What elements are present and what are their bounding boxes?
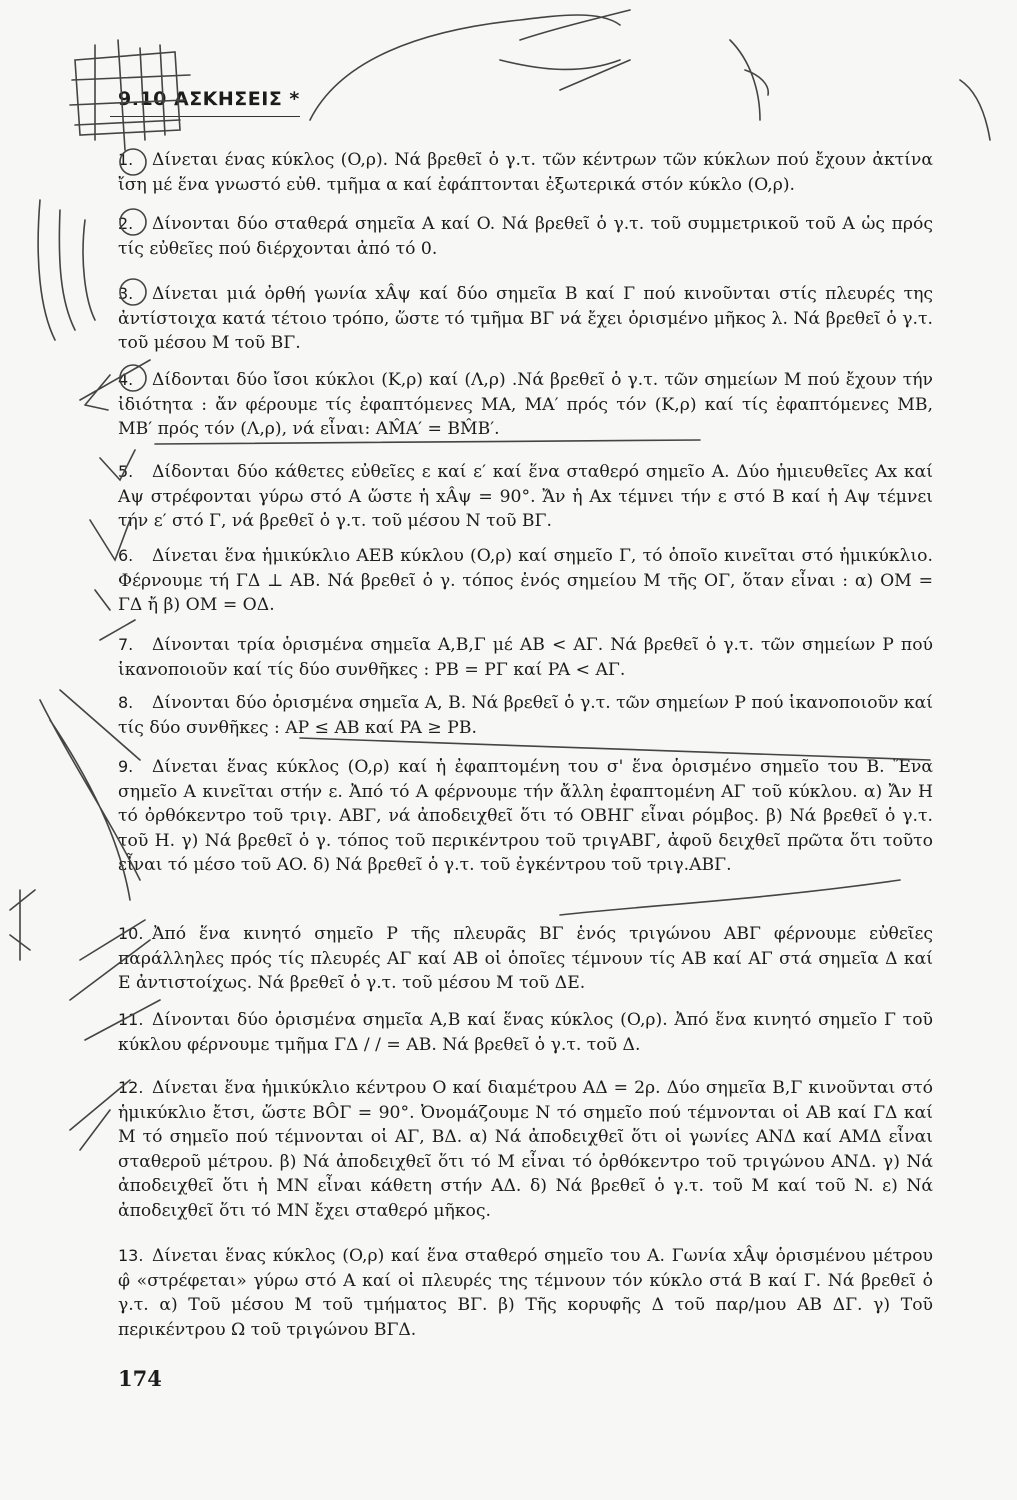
exercise-text: Δίνονται δύο ὁρισμένα σημεῖα A,B καί ἕνας κύκλος (O,ρ). Ἀπό ἕνα κινητό σημεῖο Γ τοῦ κύκλου φέρνουμε τμῆμα ΓΔ / / = AB. Νά βρεθεῖ ὁ γ.τ. τοῦ Δ. [118, 1010, 933, 1055]
handwritten-number [10, 890, 35, 960]
heading-underline [110, 116, 300, 117]
exercise-10 [118, 922, 933, 996]
exercise-9 [118, 755, 933, 878]
handwritten-note [500, 10, 630, 69]
exercise-text: Δίνεται ἕνα ἡμικύκλιο AEB κύκλου (O,ρ) καί σημεῖο Γ, τό ὁποῖο κινεῖται στό ἡμικύκλιο. Φέρνουμε τή ΓΔ ⊥ AB. Νά βρεθεῖ ὁ γ. τόπος ἑνός σημείου M τῆς OΓ, ὅταν εἶναι : α) OM = ΓΔ ἤ β) OM = OΔ. [118, 546, 933, 615]
corner-mark [960, 80, 990, 140]
exercise-number: 3. [118, 284, 134, 303]
exercise-number: 6. [118, 546, 134, 565]
page-number: 174 [118, 1366, 162, 1391]
exercise-1 [118, 148, 933, 197]
exercise-number: 8. [118, 693, 134, 712]
exercise-11 [118, 1008, 933, 1057]
exercise-text: Δίνονται δύο σταθερά σημεῖα A καί O. Νά βρεθεῖ ὁ γ.τ. τοῦ συμμετρικοῦ τοῦ A ὡς πρός τίς εὐθεῖες πού διέρχονται ἀπό τό 0. [118, 214, 933, 259]
exercise-number: 4. [118, 370, 134, 389]
handwritten-note [560, 60, 630, 90]
section-heading: 9.10 ΑΣΚΗΣΕΙΣ * [118, 88, 300, 110]
exercise-text: Δίνεται ἕνα ἡμικύκλιο κέντρου O καί διαμέτρου AΔ = 2ρ. Δύο σημεῖα B,Γ κινοῦνται στό ἡμικύκλιο ἔτσι, ὥστε BÔΓ = 90°. Ὀνομάζουμε N τό σημεῖο πού τέμνονται οἱ AB καί ΓΔ καί M τό σημεῖο πού τέμνονται οἱ AΓ, BΔ. α) Νά ἀποδειχθεῖ ὅτι οἱ γωνίες ANΔ καί AMΔ εἶναι σταθεροῦ μέτρου. β) Νά ἀποδειχθεῖ ὅτι τό M εἶναι τό ὀρθόκεντρο τοῦ τριγώνου ANΔ. γ) Νά ἀποδειχθεῖ ὅτι ἡ MN εἶναι κάθετη στήν AΔ. δ) Νά βρεθεῖ ὁ γ.τ. τοῦ M καί τοῦ N. ε) Νά ἀποδειχθεῖ ὅτι τό MN ἔχει σταθερό μῆκος. [118, 1078, 933, 1221]
exercise-number: 1. [118, 150, 134, 169]
exercise-3 [118, 282, 933, 356]
margin-scribble [38, 200, 95, 340]
exercise-5 [118, 460, 933, 534]
exercise-number: 2. [118, 214, 134, 233]
exercise-text: Δίδονται δύο κάθετες εὐθεῖες ε καί ε′ καί ἕνα σταθερό σημεῖο A. Δύο ἡμιευθεῖες Ax καί Aψ στρέφονται γύρω στό A ὥστε ἡ xÂψ = 90°. Ἄν ἡ Ax τέμνει τήν ε στό B καί ἡ Aψ τέμνει τήν ε′ στό Γ, νά βρεθεῖ ὁ γ.τ. τοῦ μέσου N τοῦ BΓ. [118, 462, 933, 531]
exercise-text: Δίνεται ἕνας κύκλος (O,ρ) καί ἕνα σταθερό σημεῖο του A. Γωνία xÂψ ὁρισμένου μέτρου φ̂ «στρέφεται» γύρω στό A καί οἱ πλευρές της τέμνουν τόν κύκλο στά B καί Γ. Νά βρεθεῖ ὁ γ.τ. α) Τοῦ μέσου M τοῦ τμήματος BΓ. β) Τῆς κορυφῆς Δ τοῦ παρ/μου AB ΔΓ. γ) Τοῦ περικέντρου Ω τοῦ τριγώνου BΓΔ. [118, 1246, 933, 1340]
exercise-text: Δίδονται δύο ἴσοι κύκλοι (K,ρ) καί (Λ,ρ) .Νά βρεθεῖ ὁ γ.τ. τῶν σημείων M πού ἔχουν τήν ἰδιότητα : ἄν φέρουμε τίς ἐφαπτόμενες MA, MA′ πρός τόν (K,ρ) καί τίς ἐφαπτόμενες MB, MB′ πρός τόν (Λ,ρ), νά εἶναι: AM̂A′ = BM̂B′. [118, 370, 933, 439]
exercise-6 [118, 544, 933, 618]
exercise-text: Ἀπό ἕνα κινητό σημεῖο P τῆς πλευρᾶς BΓ ἑνός τριγώνου ABΓ φέρνουμε εὐθεῖες παράλληλες πρός τίς πλευρές AΓ καί AB οἱ ὁποῖες τέμνουν τίς AB καί AΓ στά σημεῖα Δ καί E ἀντιστοίχως. Νά βρεθεῖ ὁ γ.τ. τοῦ μέσου M τοῦ ΔE. [118, 924, 933, 993]
exercise-text: Δίνεται ἕνας κύκλος (O,ρ) καί ἡ ἐφαπτομένη του σ' ἕνα ὁρισμένο σημεῖο του B. Ἕνα σημεῖο A κινεῖται στήν ε. Ἀπό τό A φέρνουμε τήν ἄλλη ἐφαπτομένη AΓ τοῦ κύκλου. α) Ἄν H τό ὀρθόκεντρο τοῦ τριγ. ABΓ, νά ἀποδειχθεῖ ὅτι τό OBHΓ εἶναι ρόμβος. β) Νά βρεθεῖ ὁ γ.τ. τοῦ H. γ) Νά βρεθεῖ ὁ γ. τόπος τοῦ περικέντρου τοῦ τριγABΓ, ἀφοῦ δειχθεῖ πρῶτα ὅτι τοῦτο εἶναι τό μέσο τοῦ AO. δ) Νά βρεθεῖ ὁ γ.τ. τοῦ ἐγκέντρου τοῦ τριγ.ABΓ. [118, 757, 933, 875]
handwritten-mark [730, 40, 768, 120]
exercise-13 [118, 1244, 933, 1342]
exercise-2 [118, 212, 933, 261]
exercise-4 [118, 368, 933, 442]
exercise-text: Δίνεται μιά ὀρθή γωνία xÂψ καί δύο σημεῖα B καί Γ πού κινοῦνται στίς πλευρές της ἀντίστοιχα κατά τέτοιο τρόπο, ὥστε τό τμῆμα BΓ νά ἔχει ὁρισμένο μῆκος λ. Νά βρεθεῖ ὁ γ.τ. τοῦ μέσου M τοῦ BΓ. [118, 284, 933, 353]
exercise-8 [118, 691, 933, 740]
exercise-number: 5. [118, 462, 134, 481]
exercise-number: 11. [118, 1010, 144, 1029]
exercise-number: 12. [118, 1078, 144, 1097]
exercise-7 [118, 633, 933, 682]
exercise-number: 9. [118, 757, 134, 776]
exercise-12 [118, 1076, 933, 1223]
handwritten-note [310, 15, 620, 120]
exercise-number: 13. [118, 1246, 144, 1265]
exercise-number: 10. [118, 924, 144, 943]
exercise-text: Δίνονται δύο ὁρισμένα σημεῖα A, B. Νά βρεθεῖ ὁ γ.τ. τῶν σημείων P πού ἱκανοποιοῦν καί τίς δύο συνθῆκες : AP ≤ AB καί PA ≥ PB. [118, 693, 933, 738]
exercise-text: Δίνεται ένας κύκλος (O,ρ). Νά βρεθεῖ ὁ γ.τ. τῶν κέντρων τῶν κύκλων πού ἔχουν ἀκτίνα ἴση μέ ἕνα γνωστό εὐθ. τμῆμα α καί ἐφάπτονται ἐξωτερικά στόν κύκλο (O,ρ). [118, 150, 933, 195]
exercise-text: Δίνονται τρία ὁρισμένα σημεῖα A,B,Γ μέ AB < AΓ. Νά βρεθεῖ ὁ γ.τ. τῶν σημείων P πού ἱκανοποιοῦν καί τίς δύο συνθῆκες : PB = PΓ καί PA < AΓ. [118, 635, 933, 680]
exercise-number: 7. [118, 635, 134, 654]
text-underline [560, 880, 900, 915]
